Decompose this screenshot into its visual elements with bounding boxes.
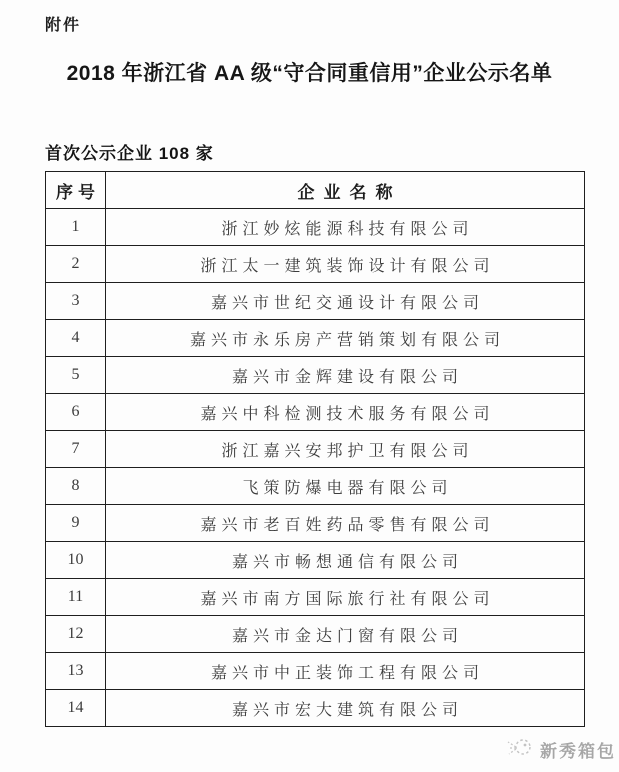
table-row [46,505,585,542]
table-row [46,542,585,579]
row-number: 14 [46,690,106,727]
company-name: 嘉兴市世纪交通设计有限公司 [106,283,585,320]
table-row [46,653,585,690]
row-number: 6 [46,394,106,431]
row-number: 12 [46,616,106,653]
row-number: 10 [46,542,106,579]
company-name: 浙江嘉兴安邦护卫有限公司 [106,431,585,468]
company-name: 嘉兴市金辉建设有限公司 [106,357,585,394]
row-number: 2 [46,246,106,283]
table-row [46,209,585,246]
company-name: 嘉兴中科检测技术服务有限公司 [106,394,585,431]
table-row [46,357,585,394]
row-number: 5 [46,357,106,394]
row-number: 13 [46,653,106,690]
company-name: 浙江太一建筑装饰设计有限公司 [106,246,585,283]
company-name: 嘉兴市中正装饰工程有限公司 [106,653,585,690]
attachment-label: 附件 [45,17,82,34]
row-number: 11 [46,579,106,616]
brand-watermark-text: 新秀箱包 [540,742,616,761]
brand-watermark [506,735,616,764]
company-name: 嘉兴市永乐房产营销策划有限公司 [106,320,585,357]
row-number: 3 [46,283,106,320]
row-number: 1 [46,209,106,246]
row-number: 9 [46,505,106,542]
company-table [45,171,585,727]
company-name: 嘉兴市金达门窗有限公司 [106,616,585,653]
table-row [46,320,585,357]
table-row [46,246,585,283]
company-name: 嘉兴市老百姓药品零售有限公司 [106,505,585,542]
page-title: 2018 年浙江省 AA 级“守合同重信用”企业公示名单 [66,62,553,85]
brand-doodle-logo-icon [506,735,534,764]
table-row [46,616,585,653]
table-row [46,468,585,505]
column-header-no: 序号 [46,172,106,209]
table-row [46,431,585,468]
table-row [46,579,585,616]
row-number: 8 [46,468,106,505]
table-row [46,690,585,727]
company-name: 飞策防爆电器有限公司 [106,468,585,505]
column-header-name: 企业名称 [106,172,585,209]
company-name: 嘉兴市南方国际旅行社有限公司 [106,579,585,616]
company-name: 嘉兴市畅想通信有限公司 [106,542,585,579]
table-row [46,394,585,431]
table-header-row [46,172,585,209]
row-number: 7 [46,431,106,468]
company-name: 嘉兴市宏大建筑有限公司 [106,690,585,727]
section-heading: 首次公示企业 108 家 [45,144,214,163]
company-name: 浙江妙炫能源科技有限公司 [106,209,585,246]
table-row [46,283,585,320]
row-number: 4 [46,320,106,357]
